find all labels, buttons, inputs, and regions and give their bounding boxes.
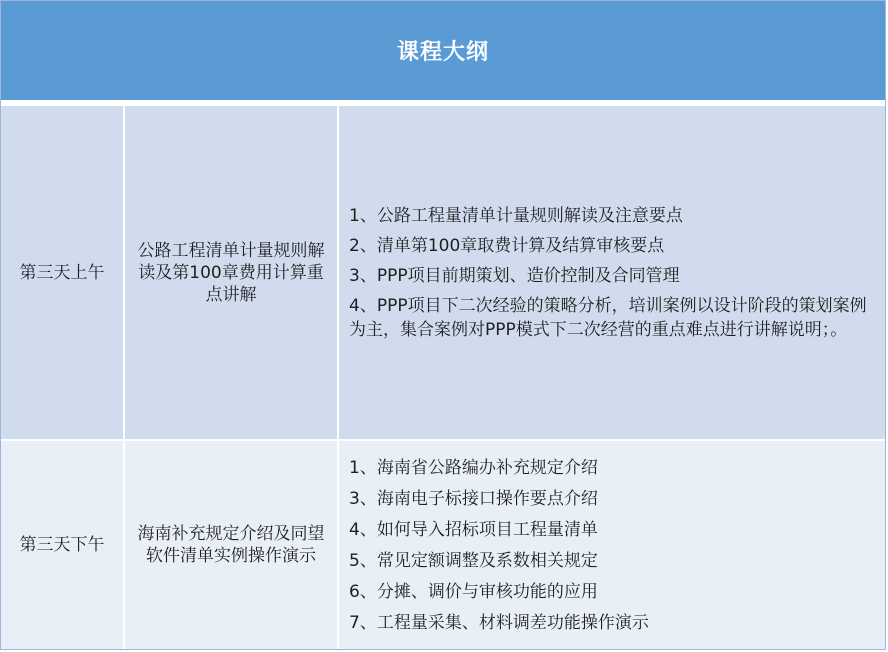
- list-item: 1、公路工程量清单计量规则解读及注意要点: [349, 205, 683, 226]
- list-item: 2、清单第100章取费计算及结算审核要点: [349, 235, 665, 256]
- list-item: 4、PPP项目下二次经验的策略分析，培训案例以设计阶段的策划案例为主，集合案例对PPP模式下二次经营的重点难点进行讲解说明；。: [349, 295, 867, 340]
- table-title: 课程大纲: [1, 1, 885, 103]
- topic-cell: 海南补充规定介绍及同望软件清单实例操作演示: [125, 441, 339, 649]
- session-cell: 第三天上午: [1, 106, 125, 439]
- content-list: [349, 204, 877, 342]
- list-item: 7、工程量采集、材料调差功能操作演示: [349, 612, 649, 633]
- list-item: 5、常见定额调整及系数相关规定: [349, 550, 598, 571]
- list-item: 3、PPP项目前期策划、造价控制及合同管理: [349, 265, 680, 286]
- content-cell: [339, 441, 885, 649]
- table-row: [1, 106, 885, 439]
- list-item: 3、海南电子标接口操作要点介绍: [349, 488, 598, 509]
- list-item: 1、海南省公路编办补充规定介绍: [349, 457, 598, 478]
- content-list: [349, 456, 649, 635]
- topic-cell: 公路工程清单计量规则解读及第100章费用计算重点讲解: [125, 106, 339, 439]
- table-row: [1, 441, 885, 649]
- list-item: 6、分摊、调价与审核功能的应用: [349, 581, 598, 602]
- list-item: 4、如何导入招标项目工程量清单: [349, 519, 598, 540]
- session-cell: 第三天下午: [1, 441, 125, 649]
- content-cell: [339, 106, 885, 439]
